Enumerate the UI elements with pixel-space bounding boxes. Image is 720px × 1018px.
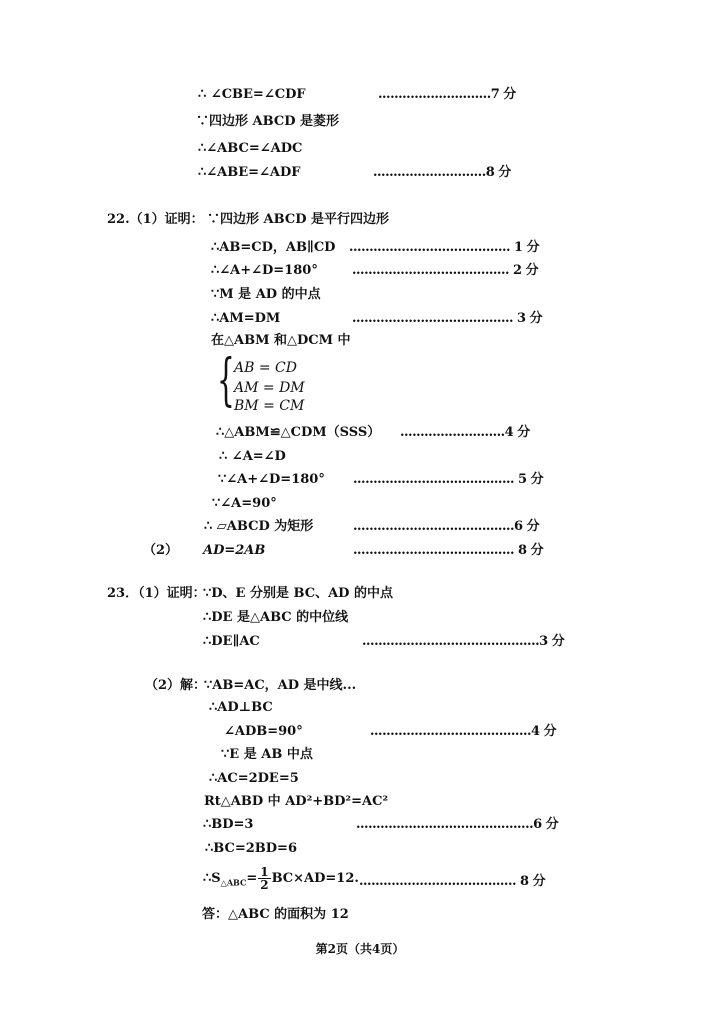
q23-step-midpoint: ∵E 是 AB 中点: [221, 747, 313, 762]
q22-score4: ..........................4 分: [400, 425, 530, 440]
page-footer: 第2页（共4页）: [315, 942, 405, 956]
q23-step-bd: ∴BD=3: [203, 817, 254, 832]
q23-step1: ∴DE 是△ABC 的中位线: [203, 610, 349, 625]
q22-heading: 22.（1）证明：: [107, 212, 204, 227]
q22-step4: ∴AM=DM: [211, 311, 281, 326]
q23-step-bc: ∴BC=2BD=6: [205, 841, 297, 856]
q23-score3: ............................................3 分: [362, 634, 565, 649]
area-subscript: △ABC: [220, 877, 247, 888]
q22-score8: ........................................ 8 分: [353, 543, 544, 558]
q23-heading: 23．（1）证明：: [107, 586, 206, 601]
fraction-numerator: 1: [260, 865, 269, 879]
q22-given: ∵四边形 ABCD 是平行四边形: [207, 212, 389, 227]
q23-given: ∵D、E 分别是 BC、AD 的中点: [203, 586, 393, 601]
q23-step-angle: ∠ADB=90°: [224, 724, 303, 739]
q22-score3: ........................................ 3 分: [352, 311, 543, 326]
area-equals: =: [246, 871, 258, 886]
area-rest: BC×AD=12.: [271, 871, 359, 886]
q22-step7: ∴ ∠A=∠D: [219, 449, 286, 464]
q22-score1: ........................................ 1 分: [349, 240, 540, 255]
system-eq1: AB = CD: [234, 360, 297, 376]
q22-step2: ∴∠A+∠D=180°: [211, 263, 318, 278]
q22-step5: 在△ABM 和△DCM 中: [211, 333, 351, 348]
system-eq3: BM = CM: [234, 398, 305, 414]
q23-score4: ........................................4 分: [370, 724, 557, 739]
q22-score5: ........................................ 5 分: [353, 472, 544, 487]
q23-part2-given: ∵AB=AC，AD 是中线...: [204, 678, 357, 693]
step-abe-adf: ∴∠ABE=∠ADF: [198, 165, 301, 180]
q23-part2-heading: （2）解：: [145, 678, 207, 693]
q23-step-perp: ∴AD⊥BC: [209, 700, 273, 715]
step-rhombus: ∵四边形 ABCD 是菱形: [196, 114, 339, 129]
q23-final-answer: 答：△ABC 的面积为 12: [202, 907, 349, 922]
q23-score8: ....................................... 8 分: [359, 874, 546, 889]
q22-score2: ....................................... 2 分: [352, 263, 539, 278]
q23-step2: ∴DE∥AC: [203, 634, 260, 649]
q23-score6: ............................................6 分: [356, 817, 559, 832]
fraction-half: [258, 866, 270, 891]
system-eq2: AM = DM: [234, 380, 305, 396]
score-8-top: ............................8 分: [373, 165, 511, 180]
q22-step9: ∵∠A=90°: [212, 496, 277, 511]
q23-step-area: [203, 866, 359, 891]
equation-system-brace: {: [217, 348, 235, 413]
step-cbe-cdf: ∴ ∠CBE=∠CDF: [198, 87, 306, 102]
q23-step-ac: ∴AC=2DE=5: [209, 771, 299, 786]
q22-step3: ∵M 是 AD 的中点: [211, 287, 321, 302]
q22-part2-label: （2）: [143, 543, 179, 558]
q22-score6: ........................................6 分: [353, 519, 540, 534]
area-prefix: ∴S: [203, 871, 221, 886]
step-abc-adc: ∴∠ABC=∠ADC: [198, 141, 303, 156]
q22-step1: ∴AB=CD，AB∥CD: [211, 240, 336, 255]
q22-part2-answer: AD=2AB: [203, 543, 266, 558]
q22-step6: ∴△ABM≌△CDM（SSS）: [216, 425, 381, 440]
q23-step-pythagoras: Rt△ABD 中 AD²+BD²=AC²: [204, 794, 389, 809]
score-7: ............................7 分: [378, 87, 516, 102]
q22-step10: ∴ ▱ABCD 为矩形: [204, 519, 314, 534]
fraction-denominator: 2: [260, 878, 269, 892]
q22-step8: ∵∠A+∠D=180°: [218, 472, 325, 487]
